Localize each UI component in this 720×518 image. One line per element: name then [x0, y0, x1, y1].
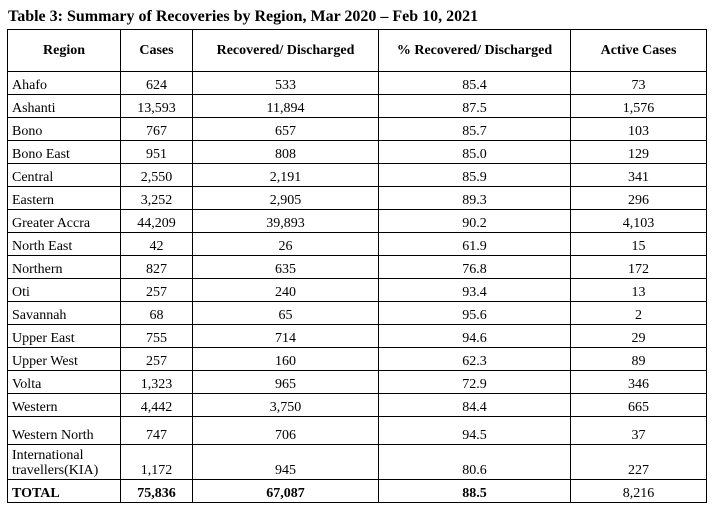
cell-active: 129	[571, 141, 707, 164]
cell-cases: 1,172	[121, 445, 193, 480]
cell-region: Upper West	[8, 348, 121, 371]
cell-region: International travellers(KIA)	[8, 445, 121, 480]
cell-region: Upper East	[8, 325, 121, 348]
cell-active: 15	[571, 233, 707, 256]
cell-region: Western	[8, 394, 121, 417]
cell-recovered: 67,087	[193, 480, 379, 503]
cell-recovered: 533	[193, 72, 379, 95]
cell-percent: 93.4	[379, 279, 571, 302]
cell-recovered: 2,905	[193, 187, 379, 210]
table-row	[8, 141, 707, 164]
cell-active: 89	[571, 348, 707, 371]
cell-percent: 89.3	[379, 187, 571, 210]
cell-region: Greater Accra	[8, 210, 121, 233]
cell-cases: 951	[121, 141, 193, 164]
cell-recovered: 945	[193, 445, 379, 480]
cell-active: 2	[571, 302, 707, 325]
table-row	[8, 118, 707, 141]
cell-cases: 4,442	[121, 394, 193, 417]
recoveries-table	[7, 29, 707, 503]
cell-region: Bono	[8, 118, 121, 141]
table-row	[8, 233, 707, 256]
cell-recovered: 26	[193, 233, 379, 256]
cell-region: Central	[8, 164, 121, 187]
cell-active: 296	[571, 187, 707, 210]
cell-cases: 75,836	[121, 480, 193, 503]
cell-percent: 85.7	[379, 118, 571, 141]
cell-active: 73	[571, 72, 707, 95]
table-row	[8, 164, 707, 187]
cell-region: Ahafo	[8, 72, 121, 95]
cell-active: 37	[571, 417, 707, 445]
cell-cases: 13,593	[121, 95, 193, 118]
cell-cases: 44,209	[121, 210, 193, 233]
cell-cases: 1,323	[121, 371, 193, 394]
table-row	[8, 187, 707, 210]
table-row	[8, 210, 707, 233]
table-row	[8, 325, 707, 348]
cell-percent: 76.8	[379, 256, 571, 279]
table-row	[8, 256, 707, 279]
cell-percent: 61.9	[379, 233, 571, 256]
header-cases: Cases	[121, 30, 193, 72]
cell-cases: 42	[121, 233, 193, 256]
cell-active: 4,103	[571, 210, 707, 233]
table-row	[8, 302, 707, 325]
cell-recovered: 65	[193, 302, 379, 325]
cell-active: 29	[571, 325, 707, 348]
table-row	[8, 371, 707, 394]
cell-recovered: 808	[193, 141, 379, 164]
cell-percent: 80.6	[379, 445, 571, 480]
cell-recovered: 657	[193, 118, 379, 141]
cell-cases: 257	[121, 279, 193, 302]
cell-active: 13	[571, 279, 707, 302]
cell-percent: 94.5	[379, 417, 571, 445]
table-row	[8, 417, 707, 445]
cell-recovered: 635	[193, 256, 379, 279]
cell-cases: 68	[121, 302, 193, 325]
cell-region: Oti	[8, 279, 121, 302]
cell-region: Eastern	[8, 187, 121, 210]
cell-region: Volta	[8, 371, 121, 394]
cell-recovered: 39,893	[193, 210, 379, 233]
cell-active: 346	[571, 371, 707, 394]
cell-percent: 95.6	[379, 302, 571, 325]
header-active: Active Cases	[571, 30, 707, 72]
cell-active: 665	[571, 394, 707, 417]
header-percent: % Recovered/ Discharged	[379, 30, 571, 72]
table-title: Table 3: Summary of Recoveries by Region, Mar 2020 – Feb 10, 2021	[8, 8, 479, 25]
table-row	[8, 72, 707, 95]
cell-recovered: 706	[193, 417, 379, 445]
cell-percent: 85.4	[379, 72, 571, 95]
table-row	[8, 95, 707, 118]
cell-recovered: 11,894	[193, 95, 379, 118]
cell-percent: 94.6	[379, 325, 571, 348]
cell-region: Western North	[8, 417, 121, 445]
cell-active: 227	[571, 445, 707, 480]
cell-cases: 755	[121, 325, 193, 348]
cell-region: Ashanti	[8, 95, 121, 118]
cell-recovered: 160	[193, 348, 379, 371]
cell-percent: 85.0	[379, 141, 571, 164]
cell-percent: 84.4	[379, 394, 571, 417]
cell-active: 172	[571, 256, 707, 279]
cell-region: TOTAL	[8, 480, 121, 503]
table-row	[8, 394, 707, 417]
cell-recovered: 3,750	[193, 394, 379, 417]
cell-cases: 747	[121, 417, 193, 445]
cell-percent: 88.5	[379, 480, 571, 503]
header-row	[8, 30, 707, 72]
table-row	[8, 348, 707, 371]
cell-cases: 3,252	[121, 187, 193, 210]
cell-cases: 767	[121, 118, 193, 141]
cell-cases: 624	[121, 72, 193, 95]
cell-region: Northern	[8, 256, 121, 279]
cell-percent: 72.9	[379, 371, 571, 394]
cell-recovered: 714	[193, 325, 379, 348]
cell-percent: 85.9	[379, 164, 571, 187]
cell-active: 1,576	[571, 95, 707, 118]
header-region: Region	[8, 30, 121, 72]
cell-cases: 827	[121, 256, 193, 279]
cell-cases: 2,550	[121, 164, 193, 187]
cell-recovered: 965	[193, 371, 379, 394]
cell-active: 103	[571, 118, 707, 141]
cell-region: Bono East	[8, 141, 121, 164]
header-recovered: Recovered/ Discharged	[193, 30, 379, 72]
cell-recovered: 240	[193, 279, 379, 302]
cell-region: North East	[8, 233, 121, 256]
table-row	[8, 445, 707, 480]
cell-active: 341	[571, 164, 707, 187]
cell-region: Savannah	[8, 302, 121, 325]
total-row	[8, 480, 707, 503]
cell-active: 8,216	[571, 480, 707, 503]
cell-percent: 87.5	[379, 95, 571, 118]
cell-recovered: 2,191	[193, 164, 379, 187]
cell-percent: 90.2	[379, 210, 571, 233]
table-row	[8, 279, 707, 302]
cell-cases: 257	[121, 348, 193, 371]
cell-percent: 62.3	[379, 348, 571, 371]
